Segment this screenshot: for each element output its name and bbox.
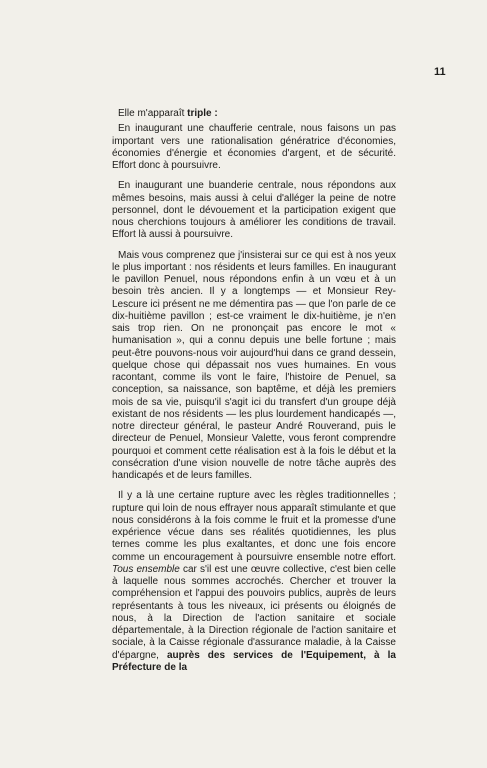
intro-line (112, 108, 396, 120)
intro-text: Elle m'apparaît (118, 108, 188, 119)
paragraph-rupture-italic: Tous ensemble (112, 563, 180, 575)
paragraph-rupture-part1: Il y a là une certaine rupture avec les règles traditionnelles ; rupture qui loin de nous effrayer nous apparaît stimulante et que nous considérons à la fois comme le fruit et la promesse d'une expérience vécue dans ses réalités quotidiennes, les plus ternes comme les plus exaltantes, et donc une fois encore comme un encouragement à poursuivre ensemble notre effort. (112, 490, 396, 563)
paragraph-penuel: Mais vous comprenez que j'insisterai sur ce qui est à nos yeux le plus important : nos résidents et leurs familles. En inaugurant le pavillon Penuel, nous répondons enfin à un vœu et à un besoin très ancien. Il y a longtemps — et Monsieur Rey-Lescure ici présent ne me démentira pas — que l'on parle de ce dix-huitième pavillon ; est-ce vraiment le dix-huitième, je n'en sais trop rien. On ne prononçait pas encore le mot « humanisation », qui a connu depuis une belle fortune ; mais peut-être pouvons-nous voir aujourd'hui dans ce grand dessein, quelque chose qui dépassait nos vues humaines. En vous racontant, comme ils vont le faire, l'histoire de Penuel, sa conception, sa naissance, son baptême, et déjà les premiers mois de sa vie, puisqu'il s'agit ici du transfert d'un groupe déjà existant de nos résidents — les plus lourdement handicapés —, notre directeur général, le pasteur André Rouverand, puis le directeur de Penuel, Monsieur Valette, vous feront comprendre pourquoi et comment cette réalisation est à la fois le début et la consécration d'une vision nouvelle de notre tâche auprès des handicapés et de leurs familles. (112, 249, 396, 481)
paragraph-buanderie: En inaugurant une buanderie centrale, nous répondons aux mêmes besoins, mais aussi à celui d'alléger la peine de notre personnel, dont le dévouement et la participation exigent que nous cherchions toujours à améliorer les conditions de travail. Effort là aussi à poursuivre. (112, 180, 396, 241)
intro-emphasis: triple : (187, 108, 218, 119)
paragraph-rupture-bold: auprès des services de l'Equipement, à la Préfecture de la (112, 649, 396, 673)
paragraph-rupture (112, 490, 396, 674)
body-text (112, 108, 396, 682)
paragraph-rupture-part2: car s'il est une œuvre collective, c'est bien celle à laquelle nous sommes accrochés. Chercher et trouver la compréhension et l'appui des pouvoirs publics, auprès de leurs représentants à tous les niveaux, ici présents ou éloignés de nous, à la Direction de l'action sanitaire et sociale départementale, à la Direction régionale de l'action sanitaire et sociale, à la Caisse régionale d'assurance maladie, à la Caisse d'épargne, (112, 563, 396, 661)
paragraph-chaufferie: En inaugurant une chaufferie centrale, nous faisons un pas important vers une rationalisation génératrice d'économies, économies d'énergie et économies d'argent, et de sécurité. Effort donc à poursuivre. (112, 123, 396, 171)
page-number: 11 (434, 66, 446, 78)
